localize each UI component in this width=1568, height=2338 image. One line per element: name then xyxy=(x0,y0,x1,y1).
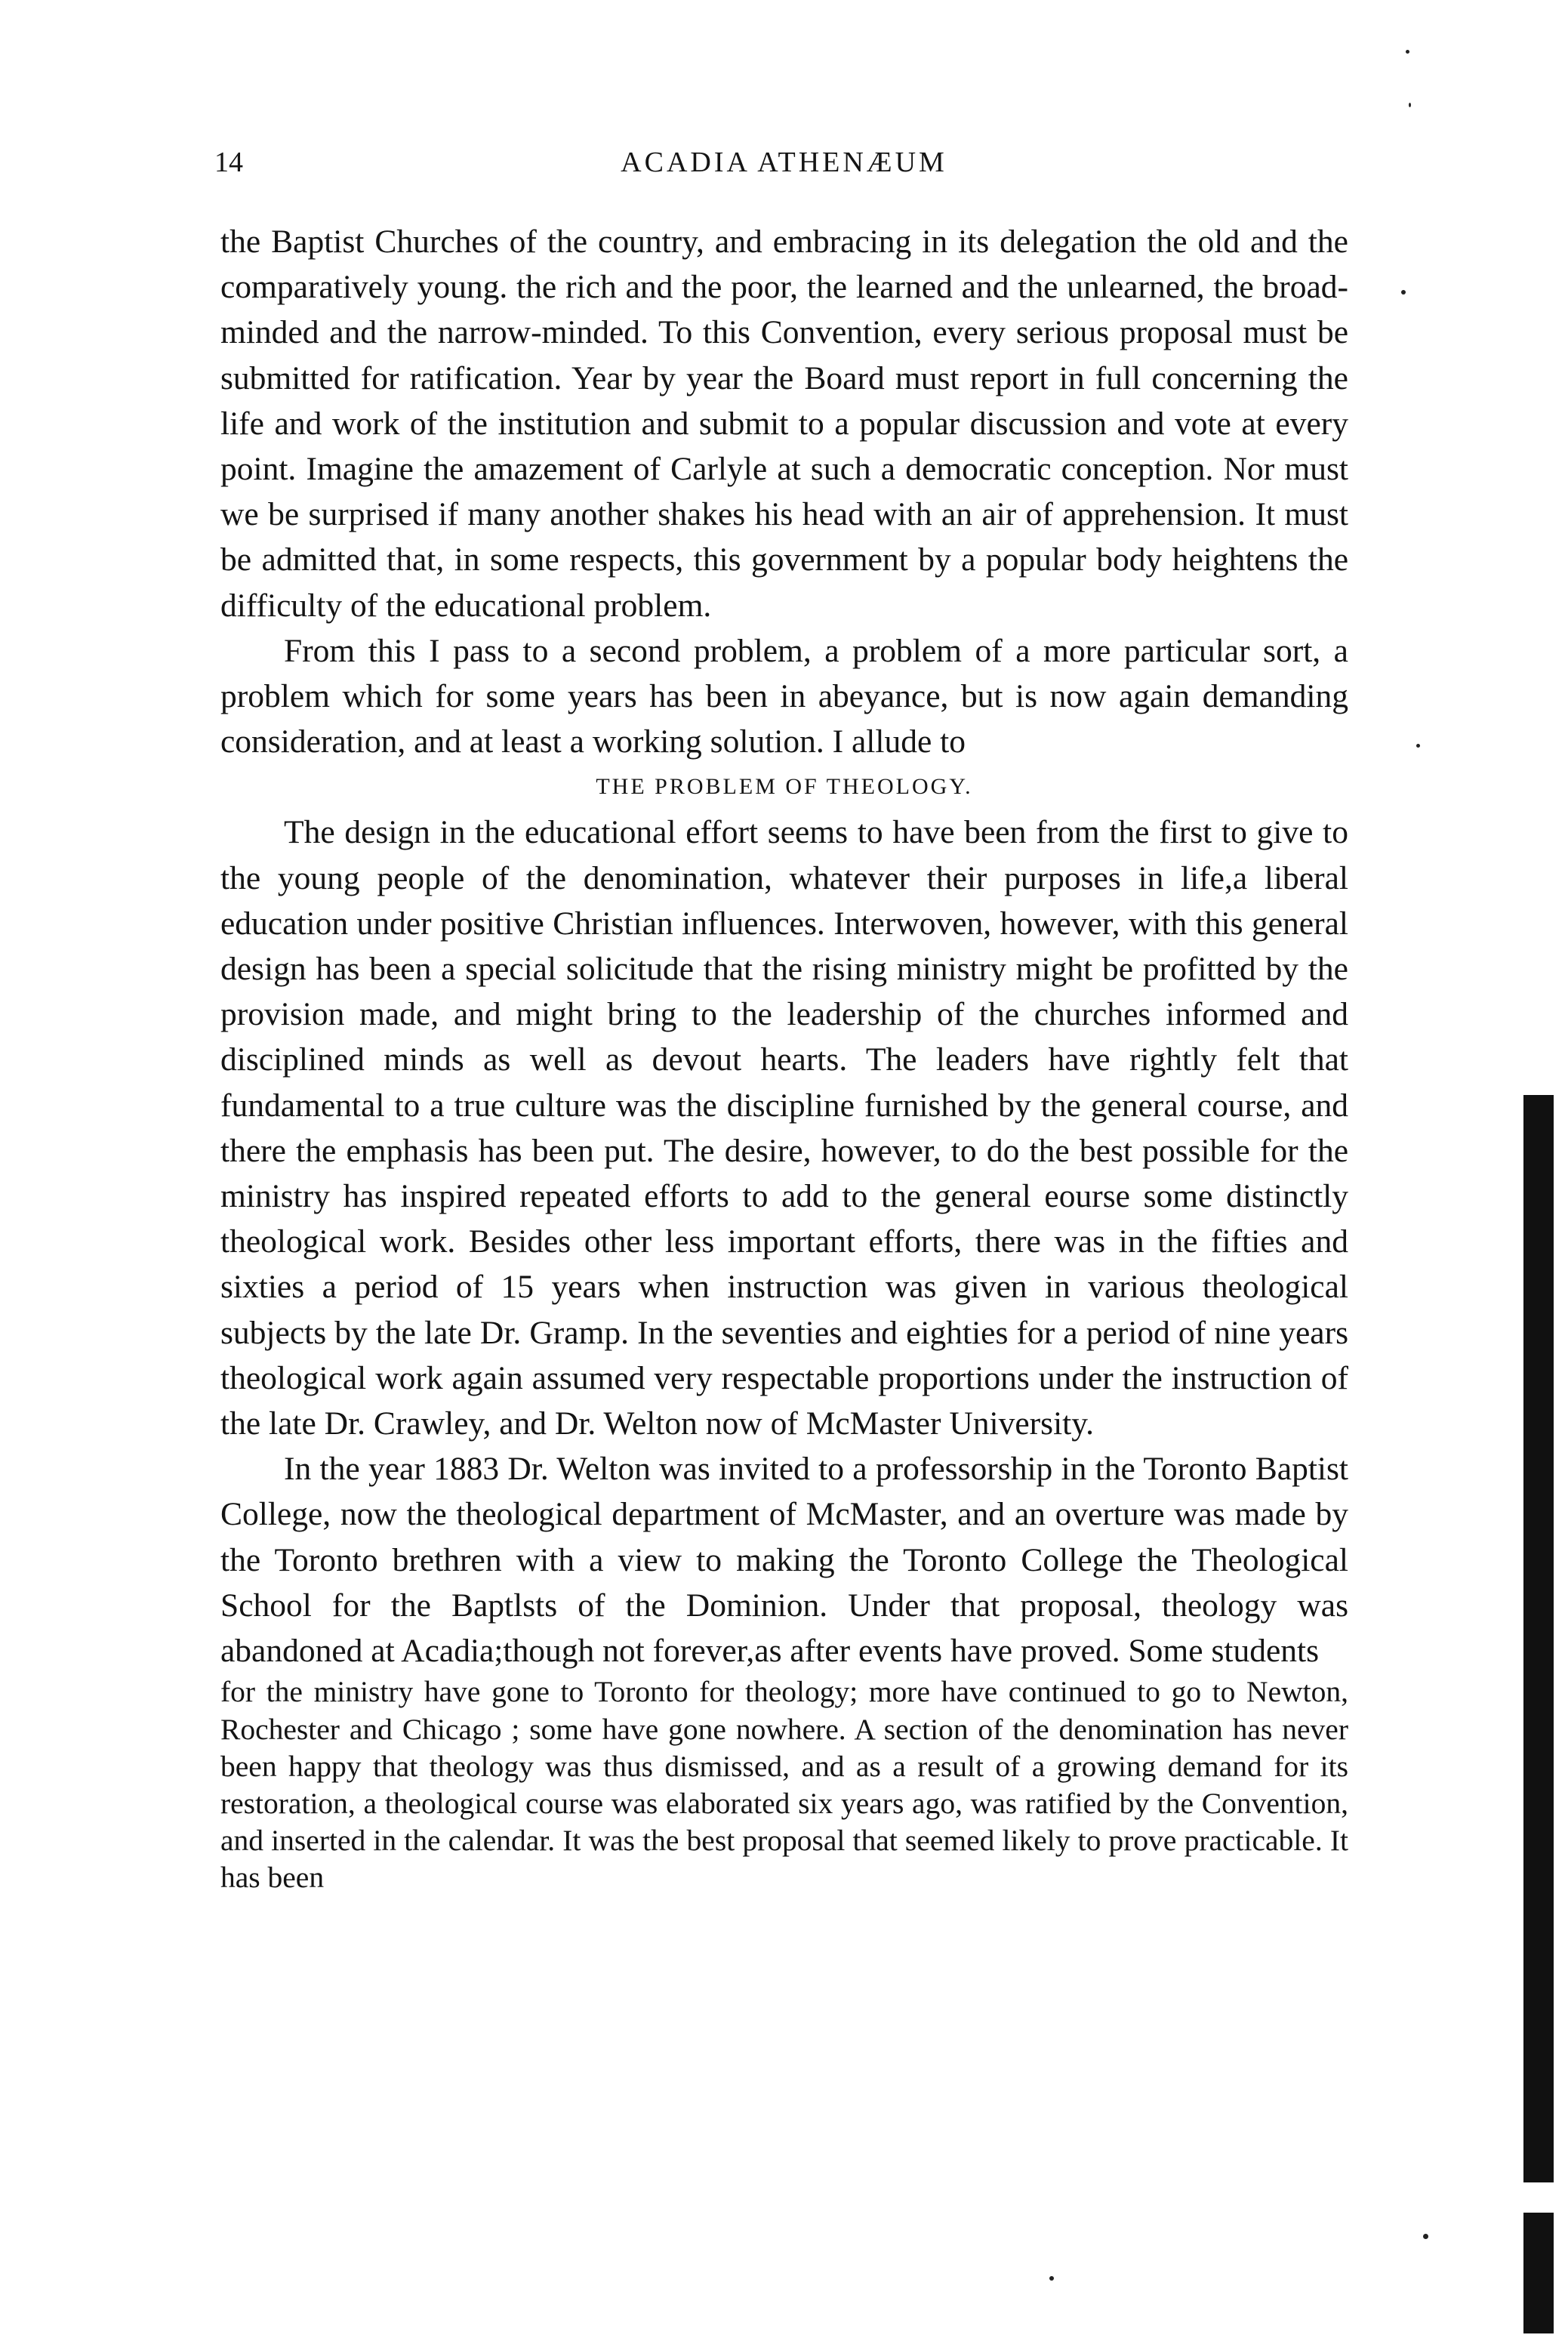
running-title: ACADIA ATHENÆUM xyxy=(621,147,947,178)
paragraph: In the year 1883 Dr. Welton was invited to a professorship in the Toronto Baptist College, now the theological department of McMaster, and an overture was made by the Toronto brethren with a view to making the Toronto College the Theological School for the Baptlsts of the Dominion. Under that proposal, theology was abandoned at Acadia;though not forever,as after events have proved. Some students xyxy=(220,1451,1348,1670)
body-text xyxy=(220,219,1348,1897)
scan-speck xyxy=(1416,744,1420,748)
scan-edge-gap xyxy=(1523,2182,1554,2213)
paragraph: The design in the educational effort seems to have been from the first to give to the young people of the denomination, whatever their purposes in life,a liberal education under positive Christian influences. Interwoven, however, with this general design has been a special solicitude that the rising ministry might be profitted by the provision made, and might bring to the leadership of the churches informed and disciplined minds as well as devout hearts. The leaders have rightly felt that fundamental to a true culture was the discipline furnished by the general course, and there the emphasis has been put. The desire, however, to do the best possible for the ministry has inspired repeated efforts to add to the general eourse some distinctly theological work. Besides other less important efforts, there was in the fifties and sixties a period of 15 years when instruction was given in various theological subjects by the late Dr. Gramp. In the seventies and eighties for a period of nine years theological work again assumed very respectable proportions under the instruction of the late Dr. Crawley, and Dr. Welton now of McMaster University. xyxy=(220,814,1348,1442)
scan-speck xyxy=(1423,2234,1428,2239)
scan-speck xyxy=(1401,290,1406,295)
paragraph: for the ministry have gone to Toronto for theology; more have continued to go to Newton, Rochester and Chicago ; some have gone nowhere. A section of the denomination has never been happy that theology was thus dismissed, and as a result of a growing demand for its restoration, a theological course was elaborated six years ago, was ratified by the Convention, and inserted in the calendar. It was the best proposal that seemed likely to prove practicable. It has been xyxy=(220,1675,1348,1895)
paragraph: the Baptist Churches of the country, and embracing in its delegation the old and the comparatively young. the rich and the poor, the learned and the unlearned, the broad-minded and the narrow-minded. To this Convention, every serious proposal must be submitted for ratification. Year by year the Board must report in full concerning the life and work of the institution and submit to a popular discussion and vote at every point. Imagine the amazement of Carlyle at such a democratic conception. Nor must we be surprised if many another shakes his head with an air of apprehension. It must be admitted that, in some respects, this government by a popular body heightens the difficulty of the educational problem. xyxy=(220,224,1348,624)
scan-speck xyxy=(1049,2276,1054,2281)
section-heading: THE PROBLEM OF THEOLOGY. xyxy=(596,774,973,800)
scan-speck xyxy=(1406,50,1409,54)
scan-edge-shadow xyxy=(1523,1095,1554,2333)
page-number: 14 xyxy=(214,147,243,178)
scan-speck xyxy=(1409,103,1411,107)
paragraph: From this I pass to a second problem, a problem of a more particular sort, a problem which for some years has been in abeyance, but is now again demanding consideration, and at least a working solution. I allude to xyxy=(220,632,1348,760)
